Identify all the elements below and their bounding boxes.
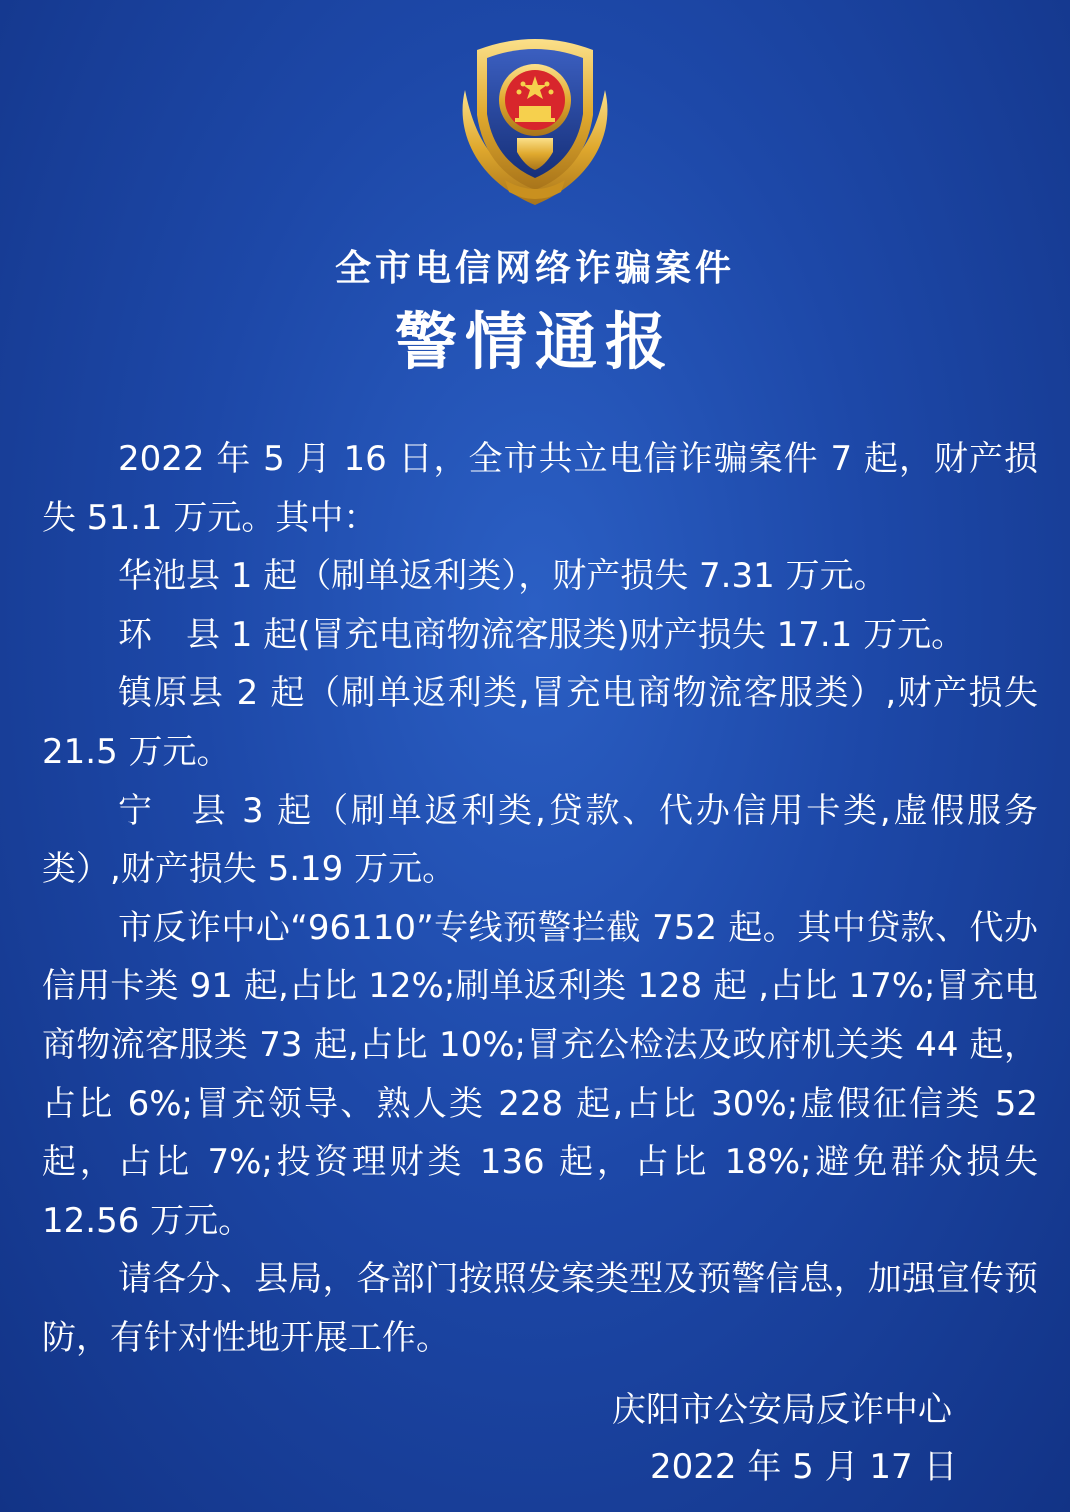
signature-org: 庆阳市公安局反诈中心 <box>612 1390 952 1430</box>
paragraph-huachi: 华池县 1 起（刷单返利类），财产损失 7.31 万元。 <box>118 556 888 597</box>
paragraph-summary: 2022 年 5 月 16 日，全市共立电信诈骗案件 7 起，财产损失 51.1 万元。其中： <box>42 439 1038 538</box>
paragraph-zhenyuan: 镇原县 2 起（刷单返利类,冒充电商物流客服类）,财产损失 21.5 万元。 <box>42 673 1038 772</box>
notice-subtitle: 全市电信网络诈骗案件 <box>334 248 735 289</box>
paragraph-ningxian: 宁 县 3 起（刷单返利类,贷款、代办信用卡类,虚假服务类）,财产损失 5.19 万元。 <box>42 790 1038 890</box>
notice-body <box>42 430 1038 1368</box>
police-emblem-icon <box>435 20 635 220</box>
paragraph-instruction: 请各分、县局，各部门按照发案类型及预警信息，加强宣传预防，有针对性地开展工作。 <box>42 1259 1038 1358</box>
signature-date: 2022 年 5 月 17 日 <box>650 1447 958 1487</box>
paragraph-warning-stats: 市反诈中心“96110”专线预警拦截 752 起。其中贷款、代办信用卡类 91 起,占比 12%;刷单返利类 128 起 ,占比 17%;冒充电商物流客服类 73 起,占比 10%;冒充公检法及政府机关类 44 起，占比 6%;冒充领导、熟人类 228 起,占比 30%;虚假征信类 52 起，占比 7%;投资理财类 136 起，占比 18%;避免群众损失 12.56 万元。 <box>42 907 1038 1241</box>
notice-title: 警情通报 <box>394 305 675 378</box>
paragraph-huanxian: 环 县 1 起(冒充电商物流客服类)财产损失 17.1 万元。 <box>118 614 966 655</box>
